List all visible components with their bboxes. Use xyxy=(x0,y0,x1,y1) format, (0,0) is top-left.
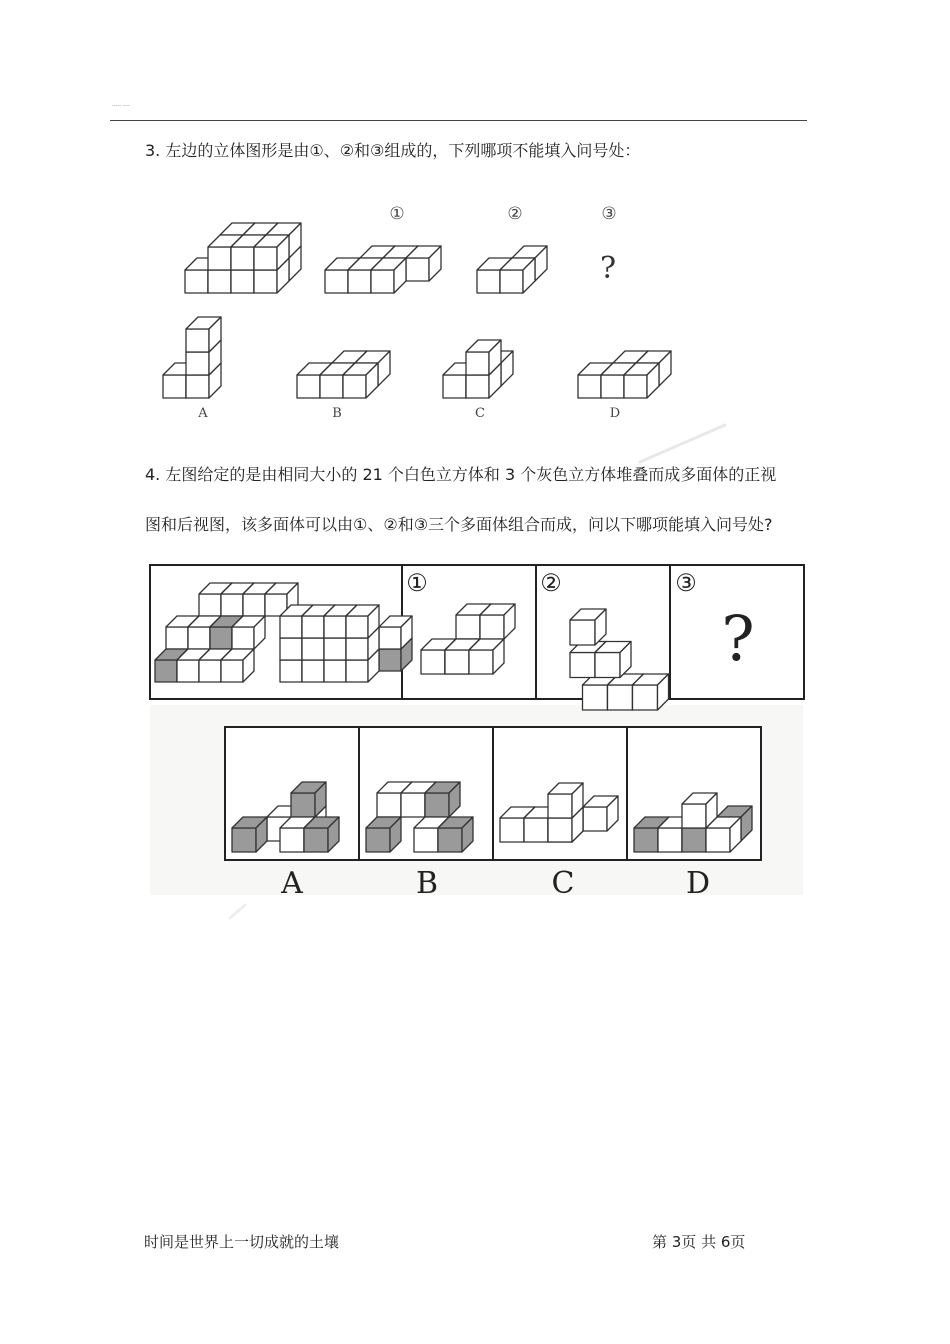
q3-question-mark: ? xyxy=(599,251,617,286)
q4-option-d-label: D xyxy=(685,866,711,901)
q4-option-a-label: A xyxy=(281,866,303,901)
footer-page-number: 第 3页 共 6页 xyxy=(652,1233,746,1251)
question-3-text: 3. 左边的立体图形是由①、②和③组成的，下列哪项不能填入问号处： xyxy=(145,141,641,160)
q4-part-2-label: ② xyxy=(540,569,562,597)
q3-option-b-label: B xyxy=(332,406,342,421)
question-4-text-line1: 4. 左图给定的是由相同大小的 21 个白色立方体和 3 个灰色立方体堆叠而成多面体的正视 xyxy=(145,465,777,484)
question-4-text-line2: 图和后视图，该多面体可以由①、②和③三个多面体组合而成，问以下哪项能填入问号处? xyxy=(145,515,773,534)
q3-option-d-label: D xyxy=(609,406,621,421)
q3-option-c-label: C xyxy=(475,406,485,421)
q4-option-b-label: B xyxy=(415,866,439,901)
header-mark: ----- ---- xyxy=(112,103,130,109)
q3-part-3-label: ③ xyxy=(601,204,617,224)
q4-question-mark: ? xyxy=(721,602,755,675)
q4-part-3-label: ③ xyxy=(675,569,697,597)
footer-motto: 时间是世界上一切成就的土壤 xyxy=(144,1233,340,1251)
q3-part-1-label: ① xyxy=(389,204,405,224)
q4-option-c-label: C xyxy=(551,866,575,901)
q3-option-a-label: A xyxy=(198,406,208,421)
q3-part-2-label: ② xyxy=(507,204,523,224)
q4-part-1-label: ① xyxy=(406,569,428,597)
